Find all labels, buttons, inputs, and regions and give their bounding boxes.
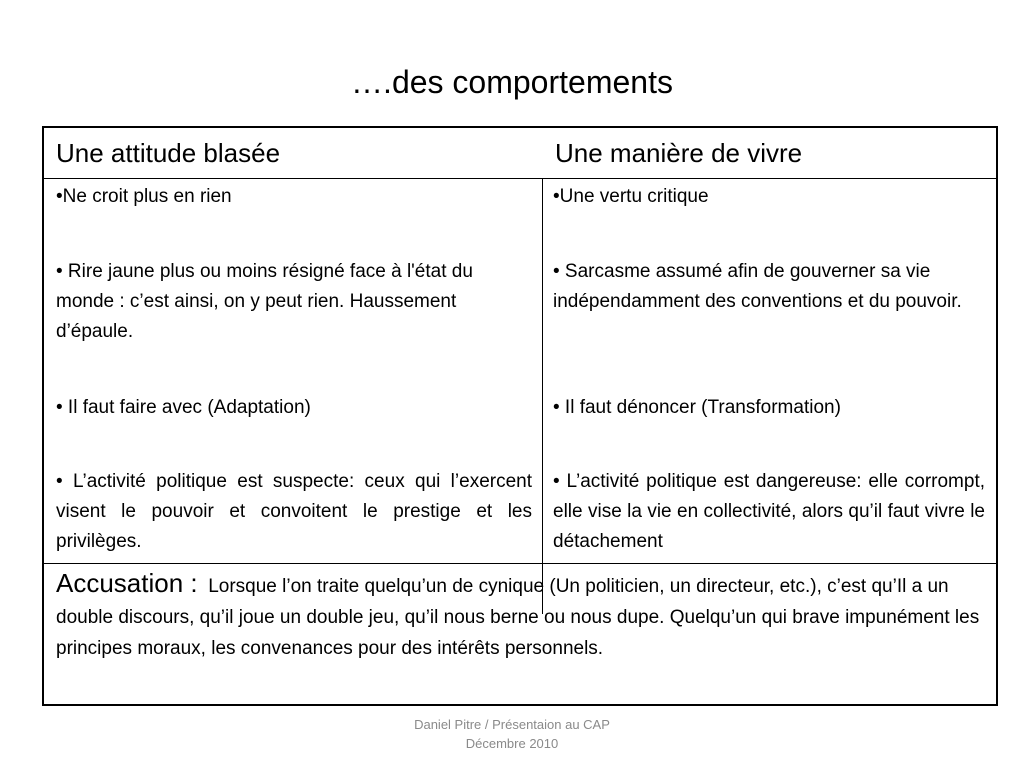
header-cell-attitude-blasee: Une attitude blasée bbox=[56, 138, 281, 168]
footer-author: Daniel Pitre / Présentaion au CAP bbox=[414, 717, 610, 732]
slide-footer bbox=[0, 715, 1024, 753]
table-body-row bbox=[44, 179, 996, 564]
accusation-text: Lorsque l’on traite quelqu’un de cynique (Un politicien, un directeur, etc.), c’est qu’Il a un double discours, qu’il joue un double jeu, qu’il nous berne ou nous dupe. Quelqu’un qui brave impunément les principes moraux, les convenances pour des intérêts personnels. bbox=[56, 576, 980, 659]
left-bullet-2: • Rire jaune plus ou moins résigné face à l'état du monde : c’est ainsi, on y peut rien. Haussement d’épaule. bbox=[56, 261, 473, 342]
right-bullet-1: •Une vertu critique bbox=[553, 186, 709, 207]
footer-date: Décembre 2010 bbox=[465, 736, 559, 751]
comparison-table bbox=[42, 126, 998, 706]
left-bullet-1: •Ne croit plus en rien bbox=[56, 186, 232, 207]
accusation-paragraph bbox=[56, 568, 986, 664]
left-bullet-4: • L’activité politique est suspecte: ceux qui l’exercent visent le pouvoir et convoitent le prestige et les privilèges. bbox=[56, 471, 532, 552]
right-bullet-4: • L’activité politique est dangereuse: elle corrompt, elle vise la vie en collectivité, alors qu’il faut vivre le détachement bbox=[553, 471, 985, 552]
accusation-label: Accusation : bbox=[56, 568, 198, 598]
left-bullet-3: • Il faut faire avec (Adaptation) bbox=[56, 397, 311, 418]
accusation-row bbox=[44, 564, 996, 704]
header-cell-maniere-de-vivre: Une manière de vivre bbox=[555, 138, 803, 168]
right-bullet-2: • Sarcasme assumé afin de gouverner sa vie indépendamment des conventions et du pouvoir. bbox=[553, 261, 962, 312]
column-divider bbox=[542, 179, 543, 614]
right-bullet-3: • Il faut dénoncer (Transformation) bbox=[553, 397, 841, 418]
slide-title: ….des comportements bbox=[351, 64, 673, 100]
table-header-row bbox=[44, 128, 996, 179]
